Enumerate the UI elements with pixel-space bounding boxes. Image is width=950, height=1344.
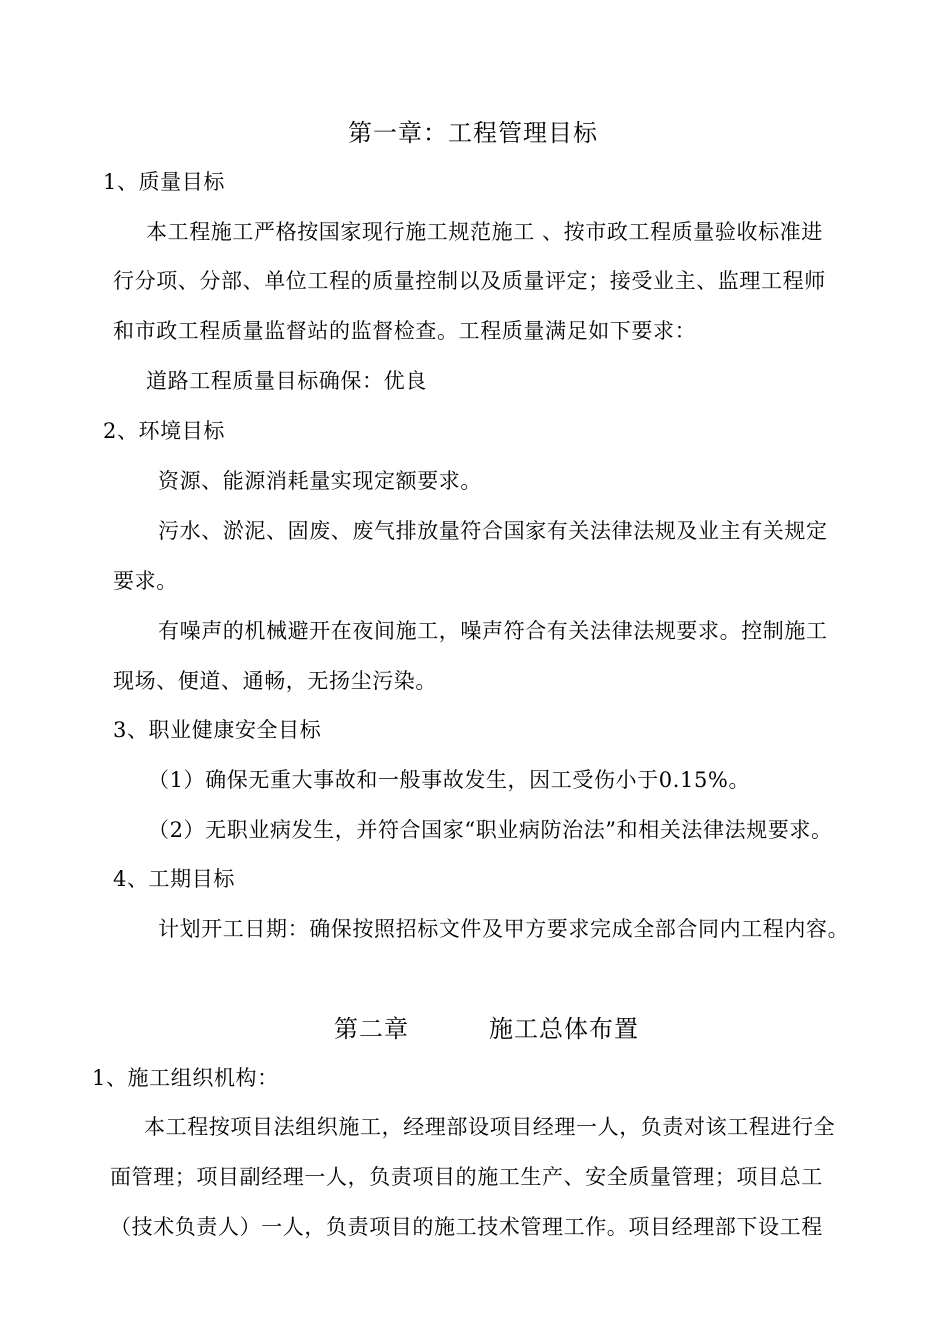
organization-heading: 1、施工组织机构：	[92, 1066, 279, 1090]
chapter2-title-text: 施工总体布置	[489, 1015, 639, 1043]
quality-goal: 道路工程质量目标确保：优良	[146, 369, 427, 393]
environment-heading: 2、环境目标	[103, 419, 225, 443]
safety-item-2: （2）无职业病发生，并符合国家“职业病防治法”和相关法律法规要求。	[148, 818, 833, 842]
quality-paragraph-line-2: 行分项、分部、单位工程的质量控制以及质量评定；接受业主、监理工程师	[113, 269, 826, 293]
environment-paragraph-3-line-1: 有噪声的机械避开在夜间施工，噪声符合有关法律法规要求。控制施工	[158, 619, 828, 643]
organization-paragraph-line-3: （技术负责人）一人，负责项目的施工技术管理工作。项目经理部下设工程	[110, 1215, 823, 1239]
environment-paragraph-3-line-2: 现场、便道、通畅，无扬尘污染。	[113, 669, 437, 693]
environment-paragraph-2-line-2: 要求。	[113, 569, 178, 593]
chapter1-title: 第一章：工程管理目标	[348, 119, 598, 147]
organization-paragraph-line-2: 面管理；项目副经理一人，负责项目的施工生产、安全质量管理；项目总工	[110, 1165, 823, 1189]
safety-item-1: （1）确保无重大事故和一般事故发生，因工受伤小于0.15%。	[148, 768, 751, 792]
schedule-paragraph: 计划开工日期：确保按照招标文件及甲方要求完成全部合同内工程内容。	[158, 917, 850, 941]
quality-paragraph-line-1: 本工程施工严格按国家现行施工规范施工 、按市政工程质量验收标准进	[146, 220, 823, 244]
quality-paragraph-line-3: 和市政工程质量监督站的监督检查。工程质量满足如下要求：	[113, 319, 697, 343]
environment-paragraph-1: 资源、能源消耗量实现定额要求。	[158, 469, 482, 493]
organization-paragraph-line-1: 本工程按项目法组织施工，经理部设项目经理一人，负责对该工程进行全	[144, 1115, 836, 1139]
chapter2-title-number: 第二章	[334, 1015, 409, 1043]
safety-heading: 3、职业健康安全目标	[113, 718, 322, 742]
quality-heading: 1、质量目标	[103, 170, 225, 194]
environment-paragraph-2-line-1: 污水、淤泥、固废、废气排放量符合国家有关法律法规及业主有关规定	[158, 519, 828, 543]
schedule-heading: 4、工期目标	[113, 867, 235, 891]
